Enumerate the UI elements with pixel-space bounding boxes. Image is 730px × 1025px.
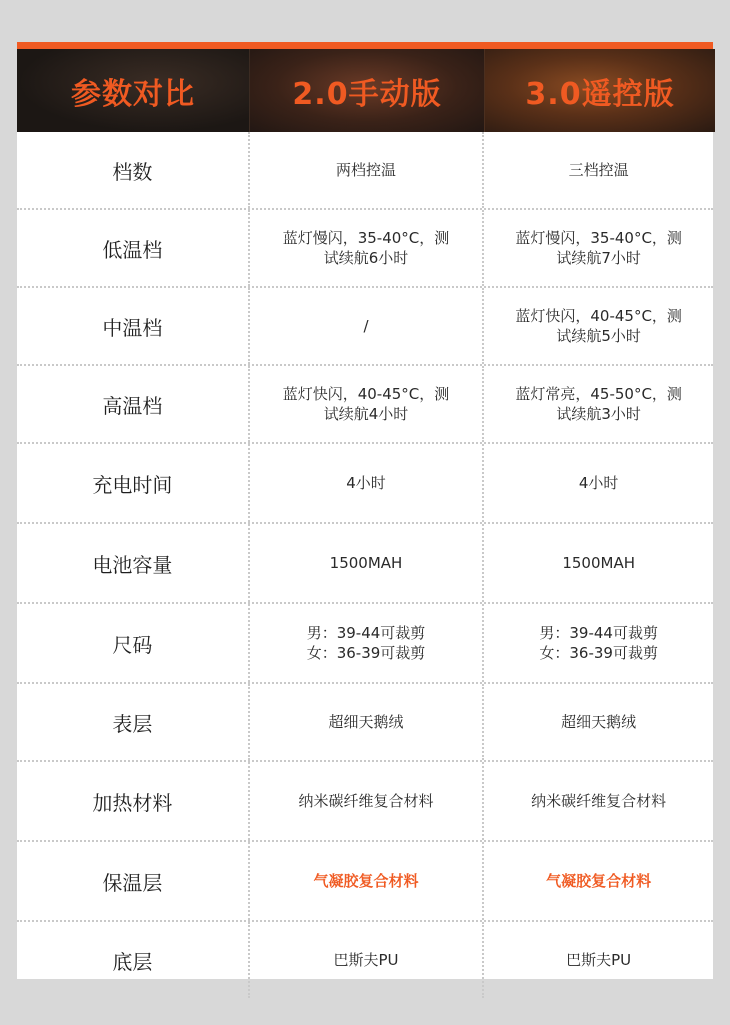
table-row-low-temp [17, 210, 713, 288]
remote-value: 纳米碳纤维复合材料 [482, 762, 713, 840]
row-label: 电池容量 [92, 552, 173, 577]
row-label: 中温档 [102, 315, 163, 340]
row-label: 充电时间 [92, 472, 173, 497]
remote-value: 三档控温 [482, 132, 713, 208]
manual-value: 男：39-44可裁剪 女：36-39可裁剪 [248, 604, 483, 682]
remote-value: 蓝灯慢闪，35-40°C，测试续航7小时 [482, 210, 713, 286]
table-row-heating-material [17, 762, 713, 842]
table-row-bottom-layer [17, 922, 713, 998]
comparison-card [17, 42, 713, 979]
table-row-size [17, 604, 713, 684]
remote-value: 4小时 [482, 444, 713, 522]
header-manual-version: 2.0手动版 [249, 49, 484, 132]
table-row-charge-time [17, 444, 713, 524]
header-param-compare: 参数对比 [17, 49, 249, 132]
table-row-battery [17, 524, 713, 604]
remote-value: 蓝灯快闪，40-45°C，测试续航5小时 [482, 288, 713, 364]
manual-value: / [248, 288, 483, 364]
comparison-table [17, 132, 713, 998]
manual-value: 两档控温 [248, 132, 483, 208]
table-row-surface [17, 684, 713, 762]
table-row-high-temp [17, 366, 713, 444]
table-row-mid-temp [17, 288, 713, 366]
manual-value: 纳米碳纤维复合材料 [248, 762, 483, 840]
manual-value: 4小时 [248, 444, 483, 522]
remote-value: 1500MAH [482, 524, 713, 602]
accent-bar [17, 42, 713, 49]
remote-value: 超细天鹅绒 [482, 684, 713, 760]
row-label: 尺码 [112, 632, 153, 657]
remote-value: 巴斯夫PU [482, 922, 713, 998]
table-header [17, 49, 713, 132]
row-label: 低温档 [102, 237, 163, 262]
manual-value: 蓝灯快闪，40-45°C，测试续航4小时 [248, 366, 483, 442]
row-label: 表层 [112, 711, 153, 736]
row-label: 保温层 [102, 870, 163, 895]
manual-value: 蓝灯慢闪，35-40°C，测试续航6小时 [248, 210, 483, 286]
manual-value: 巴斯夫PU [248, 922, 483, 998]
row-label: 加热材料 [92, 790, 173, 815]
manual-value: 超细天鹅绒 [248, 684, 483, 760]
row-label: 高温档 [102, 393, 163, 418]
row-label: 档数 [112, 159, 153, 184]
table-row-insulation [17, 842, 713, 922]
table-row-gears [17, 132, 713, 210]
row-label: 底层 [112, 949, 153, 974]
header-remote-version: 3.0遥控版 [484, 49, 715, 132]
remote-value: 气凝胶复合材料 [482, 842, 713, 920]
remote-value: 男：39-44可裁剪 女：36-39可裁剪 [482, 604, 713, 682]
remote-value: 蓝灯常亮，45-50°C，测试续航3小时 [482, 366, 713, 442]
manual-value: 气凝胶复合材料 [248, 842, 483, 920]
manual-value: 1500MAH [248, 524, 483, 602]
